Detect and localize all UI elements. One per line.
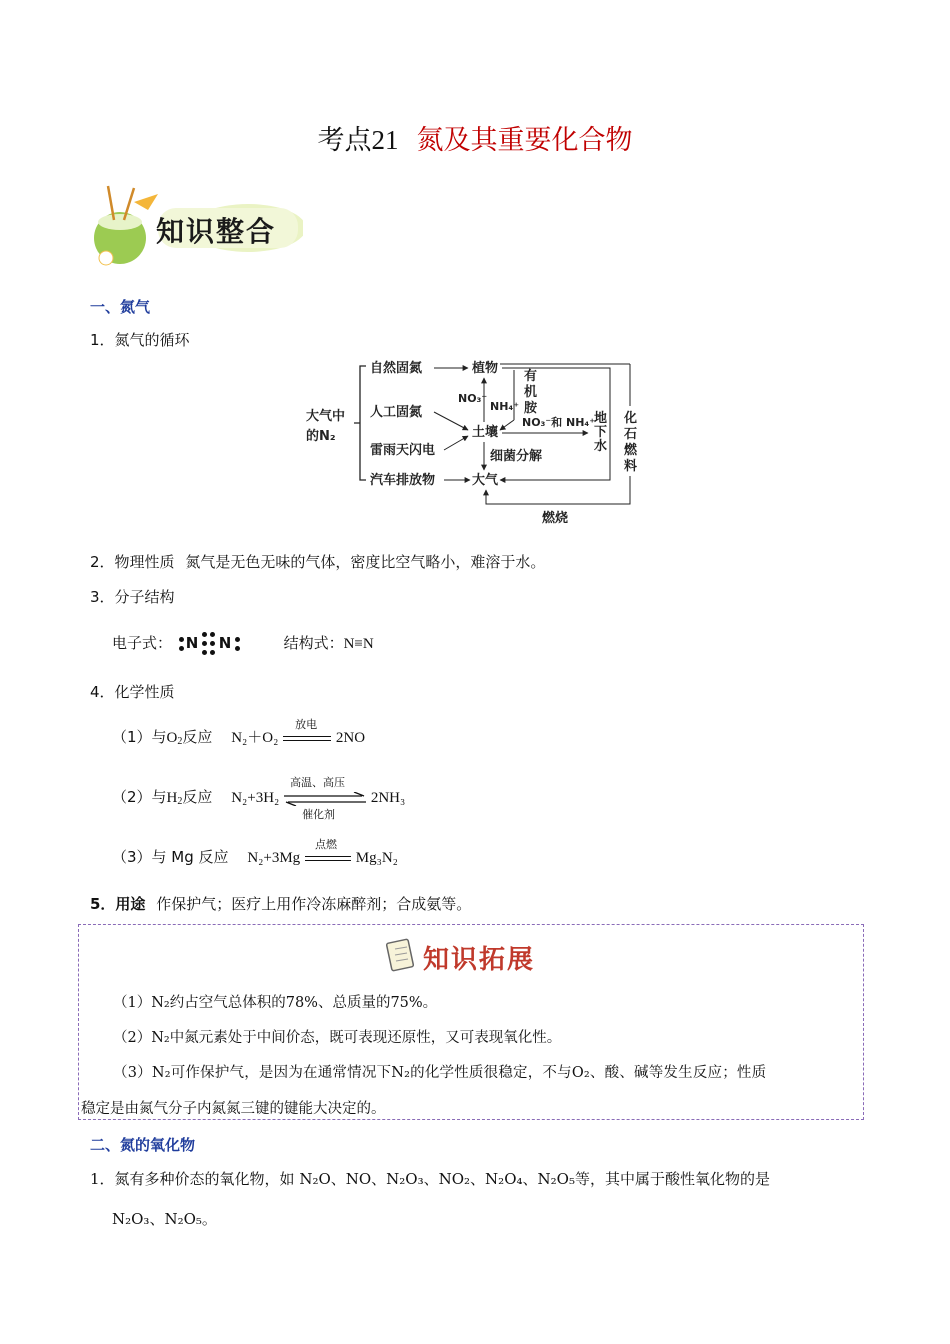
diagram-underground-1: 地: [594, 411, 608, 426]
structural-formula: N≡N: [343, 636, 374, 652]
structural-formula-label: 结构式：: [283, 634, 344, 652]
r3-condition: 点燃: [314, 838, 337, 851]
diagram-source: 大气中: [306, 409, 346, 424]
section2-heading: 二、氮的氧化物: [90, 1136, 196, 1154]
r3-left: N₂+3Mg: [247, 850, 301, 866]
item1-label: 1．氮气的循环: [90, 331, 190, 349]
r3-right: Mg₃N₂: [355, 850, 398, 866]
diagram-n1: 自然固氮: [370, 361, 423, 376]
reaction-1: （1）与$O_2$反应 N₂＋O₂ 放电 2NO: [112, 718, 366, 747]
knowledge-banner: [88, 180, 303, 270]
item2: [90, 551, 545, 572]
diagram-air: 大气: [472, 473, 499, 488]
reaction-2: （2）与$H_2$反应 N₂+3H₂ 高温、高压 催化剂 2NH₃: [112, 776, 406, 821]
extension-line-4: 稳定是由氮气分子内氮氮三键的键能大决定的。: [81, 1101, 386, 1117]
item2-text: 氮气是无色无味的气体，密度比空气略小，难溶于水。: [185, 553, 546, 571]
diagram-fossil-3: 燃: [624, 443, 638, 458]
diagram-plant: 植物: [472, 361, 499, 376]
molecule-structure: [112, 632, 374, 654]
diagram-no3: NO₃⁻: [458, 392, 488, 405]
electron-dot-formula: N N: [177, 634, 251, 654]
r1-left: N₂＋O₂: [231, 730, 279, 746]
diagram-organic-1: 有: [524, 369, 538, 384]
section2-paragraph-2: N₂O₃、N₂O₅。: [112, 1210, 217, 1228]
r2-condition-top: 高温、高压: [290, 776, 346, 789]
r1-right: 2NO: [335, 730, 366, 746]
item2-label: 2．物理性质: [90, 553, 175, 571]
diagram-n4: 汽车排放物: [370, 473, 436, 488]
extension-banner-text: 知识拓展: [423, 945, 536, 975]
item5-label: 5．用途: [90, 895, 146, 913]
diagram-no3-nh4: NO₃⁻和 NH₄⁺: [522, 416, 596, 429]
title-number: 考点21: [317, 125, 399, 155]
diagram-fossil-2: 石: [624, 427, 638, 442]
knowledge-banner-text: 知识整合: [156, 215, 277, 248]
r2-left: N₂+3H₂: [231, 790, 280, 806]
diagram-burn: 燃烧: [542, 511, 569, 526]
r2-condition-bottom: 催化剂: [302, 808, 336, 821]
item4-label: 4．化学性质: [90, 683, 175, 701]
item5-text: 作保护气；医疗上用作冷冻麻醉剂；合成氨等。: [156, 895, 472, 913]
r2-right: 2NH₃: [370, 790, 406, 806]
diagram-organic-2: 机: [524, 385, 538, 400]
reaction-3: （3）与 Mg 反应 N₂+3Mg 点燃 Mg₃N₂: [112, 838, 398, 866]
section1-heading: 一、氮气: [90, 298, 151, 316]
section2-paragraph-1: 1．氮有多种价态的氧化物，如 N₂O、NO、N₂O₃、NO₂、N₂O₄、N₂O₅等，其中属于酸性氧化物的是: [90, 1170, 770, 1188]
diagram-fossil-4: 料: [624, 459, 638, 474]
item5: [90, 893, 471, 914]
knowledge-extension-box: [78, 924, 864, 1120]
extension-banner: [385, 933, 575, 977]
diagram-bacteria: 细菌分解: [490, 449, 543, 464]
diagram-underground-3: 水: [594, 439, 608, 454]
r1-condition: 放电: [295, 718, 318, 731]
r2-reversible-arrow: [284, 776, 366, 821]
r1-equals: [283, 718, 331, 746]
title-topic: 氮及其重要化合物: [416, 125, 633, 156]
extension-line-1: （1）N₂约占空气总体积的78%、总质量的75%。: [113, 995, 438, 1011]
item3-label: 3．分子结构: [90, 588, 175, 606]
diagram-n3: 雷雨天闪电: [370, 443, 436, 458]
diagram-underground-2: 下: [594, 425, 608, 440]
page-title: [0, 118, 950, 157]
diagram-source2: 的N₂: [306, 429, 336, 444]
extension-line-3: （3）N₂可作保护气，是因为在通常情况下N₂的化学性质很稳定，不与O₂、酸、碱等发生反应；性质: [113, 1065, 767, 1081]
diagram-soil: 土壤: [472, 425, 499, 440]
electronic-formula-label: 电子式：: [112, 634, 173, 652]
nitrogen-cycle-diagram: [300, 350, 650, 530]
diagram-organic-3: 胺: [524, 401, 538, 416]
extension-line-2: （2）N₂中氮元素处于中间价态，既可表现还原性，又可表现氧化性。: [113, 1030, 562, 1046]
diagram-nh4: NH₄⁺: [490, 400, 520, 413]
diagram-n2: 人工固氮: [370, 405, 423, 420]
r3-equals: [305, 838, 351, 866]
diagram-fossil-1: 化: [624, 411, 638, 426]
notebook-icon: [385, 937, 419, 975]
